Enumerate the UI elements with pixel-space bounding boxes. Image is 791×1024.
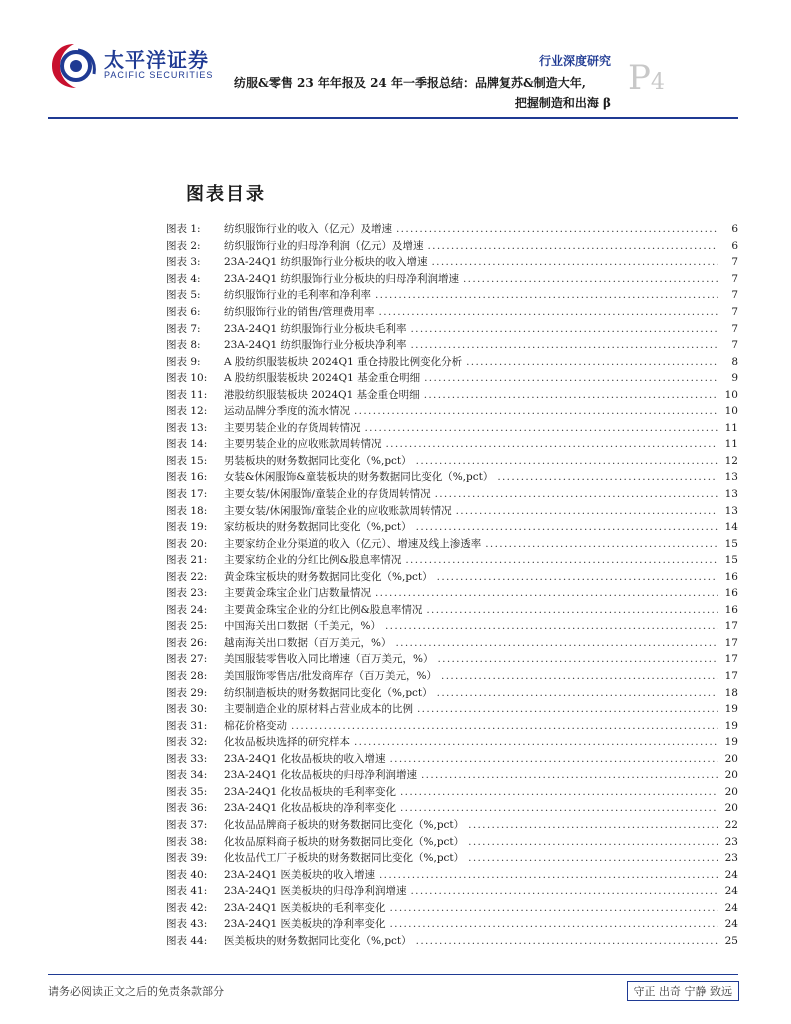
toc-entry-label: 图表 40: [166, 868, 208, 881]
toc-entry[interactable] [166, 502, 738, 519]
toc-entry[interactable] [166, 386, 738, 403]
toc-entry-label: 图表 7: [166, 322, 201, 335]
toc-entry-title: 纺织制造板块的财务数据同比变化（%,pct） [224, 686, 433, 699]
toc-entry-label: 图表 30: [166, 703, 208, 716]
toc-entry-page: 11 [724, 438, 738, 451]
toc-entry[interactable] [166, 651, 738, 668]
toc-leader-dots [396, 221, 718, 237]
toc-entry-title: 23A-24Q1 纺织服饰行业分板块的归母净利润增速 [224, 272, 459, 285]
toc-entry-label: 图表 18: [166, 504, 208, 517]
toc-entry-label: 图表 4: [166, 272, 201, 285]
toc-entry-title: 运动品牌分季度的流水情况 [224, 405, 350, 418]
toc-entry[interactable] [166, 701, 738, 718]
report-category: 行业深度研究 [538, 54, 611, 68]
toc-entry[interactable] [166, 933, 738, 950]
toc-entry-title: 家纺板块的财务数据同比变化（%,pct） [224, 521, 412, 534]
toc-entry-page: 7 [731, 306, 738, 318]
toc-entry-label: 图表 17: [166, 488, 208, 501]
toc-list [166, 221, 738, 949]
toc-entry-page: 23 [724, 852, 738, 865]
toc-entry-title: 中国海关出口数据（千美元，%） [224, 620, 381, 633]
toc-entry-page: 17 [724, 670, 738, 683]
toc-entry-title: 男装板块的财务数据同比变化（%,pct） [224, 454, 412, 467]
toc-entry-label: 图表 28: [166, 670, 208, 683]
toc-entry-title: 化妆品原料商子板块的财务数据同比变化（%,pct） [224, 835, 465, 848]
toc-entry-title: 23A-24Q1 化妆品板块的毛利率变化 [224, 785, 396, 798]
toc-leader-dots [386, 436, 719, 452]
toc-leader-dots [416, 453, 718, 469]
toc-entry-label: 图表 22: [166, 570, 208, 583]
toc-entry-title: 23A-24Q1 医美板块的收入增速 [224, 868, 375, 881]
toc-entry-title: 纺织服饰行业的归母净利润（亿元）及增速 [224, 239, 424, 252]
toc-leader-dots [389, 900, 718, 916]
toc-leader-dots [410, 883, 718, 899]
toc-entry-page: 22 [724, 818, 738, 831]
toc-entry-label: 图表 9: [166, 355, 201, 368]
toc-entry-title: 23A-24Q1 医美板块的毛利率变化 [224, 901, 386, 914]
toc-leader-dots [395, 635, 718, 651]
toc-entry-label: 图表 27: [166, 653, 208, 666]
toc-leader-dots [485, 536, 718, 552]
toc-entry-title: 黄金珠宝板块的财务数据同比变化（%,pct） [224, 570, 433, 583]
toc-entry[interactable] [166, 668, 738, 685]
toc-entry-label: 图表 15: [166, 454, 208, 467]
toc-entry-label: 图表 29: [166, 686, 208, 699]
toc-entry[interactable] [166, 568, 738, 585]
toc-leader-dots [416, 933, 718, 949]
toc-leader-dots [428, 238, 719, 254]
toc-entry-label: 图表 8: [166, 339, 201, 352]
toc-entry-label: 图表 3: [166, 256, 201, 269]
toc-entry[interactable] [166, 618, 738, 635]
report-title-line2: 把握制造和出海 β [514, 96, 611, 110]
toc-entry-page: 10 [724, 388, 738, 401]
toc-entry[interactable] [166, 420, 738, 437]
toc-leader-dots [379, 304, 718, 320]
toc-leader-dots [456, 503, 718, 519]
toc-entry-page: 7 [731, 289, 738, 302]
toc-entry-title: 主要男装企业的存货周转情况 [224, 421, 361, 434]
toc-entry-label: 图表 6: [166, 306, 201, 318]
toc-entry-page: 24 [724, 901, 738, 914]
toc-entry-page: 20 [724, 785, 738, 798]
toc-entry[interactable] [166, 817, 738, 834]
toc-entry[interactable] [166, 469, 738, 486]
toc-entry-label: 图表 14: [166, 438, 208, 451]
toc-entry[interactable] [166, 552, 738, 569]
toc-leader-dots [441, 668, 718, 684]
toc-entry-label: 图表 31: [166, 719, 208, 732]
toc-entry-title: 棉花价格变动 [224, 719, 287, 732]
toc-entry-page: 7 [731, 322, 738, 335]
toc-entry-page: 19 [724, 736, 738, 749]
toc-entry-page: 24 [724, 868, 738, 881]
toc-entry-page: 13 [724, 504, 738, 517]
toc-entry[interactable] [166, 370, 738, 387]
toc-entry-page: 17 [724, 653, 738, 666]
toc-entry[interactable] [166, 833, 738, 850]
toc-entry[interactable] [166, 734, 738, 751]
toc-leader-dots [437, 651, 718, 667]
toc-leader-dots [375, 287, 718, 303]
toc-entry-title: 美国服饰零售店/批发商库存（百万美元，%） [224, 670, 438, 683]
toc-entry-title: 纺织服饰行业的收入（亿元）及增速 [224, 223, 392, 236]
page-letter: P [628, 58, 651, 98]
toc-entry-title: 23A-24Q1 化妆品板块的净利率变化 [224, 802, 396, 815]
toc-entry-label: 图表 35: [166, 785, 208, 798]
toc-entry[interactable] [166, 221, 738, 238]
toc-entry-title: 23A-24Q1 纺织服饰行业分板块毛利率 [224, 322, 407, 335]
toc-leader-dots [468, 834, 718, 850]
toc-entry-title: 化妆品板块选择的研究样本 [224, 736, 350, 749]
toc-entry-label: 图表 36: [166, 802, 208, 815]
toc-entry-label: 图表 37: [166, 818, 208, 831]
report-title-line1: 纺服&零售 23 年年报及 24 年一季报总结：品牌复苏&制造大年, [234, 76, 586, 90]
toc-entry-label: 图表 38: [166, 835, 208, 848]
pacific-securities-logo-icon [48, 40, 100, 92]
toc-leader-dots [416, 519, 718, 535]
toc-entry-page: 16 [724, 603, 738, 616]
toc-entry-title: 23A-24Q1 化妆品板块的收入增速 [224, 752, 386, 765]
toc-leader-dots [466, 354, 718, 370]
toc-leader-dots [424, 387, 718, 403]
toc-leader-dots [365, 420, 719, 436]
toc-entry[interactable] [166, 899, 738, 916]
toc-entry-title: A 股纺织服装板块 2024Q1 重仓持股比例变化分析 [224, 355, 463, 368]
toc-leader-dots [468, 850, 718, 866]
toc-entry[interactable] [166, 403, 738, 420]
page-number: 4 [650, 70, 665, 95]
toc-entry-label: 图表 32: [166, 736, 208, 749]
logo-text-en: PACIFIC SECURITIES [104, 70, 214, 80]
toc-entry-label: 图表 23: [166, 587, 208, 600]
toc-entry-title: 纺织服饰行业的销售/管理费用率 [224, 306, 375, 318]
toc-entry[interactable] [166, 866, 738, 883]
toc-entry-page: 6 [731, 239, 738, 252]
toc-entry-label: 图表 33: [166, 752, 208, 765]
toc-leader-dots [463, 271, 718, 287]
toc-entry[interactable] [166, 635, 738, 652]
toc-entry-page: 20 [724, 769, 738, 782]
page-number-mark [628, 58, 665, 98]
toc-entry-title: 主要家纺企业的分红比例&股息率情况 [224, 554, 402, 567]
toc-entry-label: 图表 44: [166, 934, 208, 947]
toc-leader-dots [389, 916, 718, 932]
toc-entry-title: 主要女装/休闲服饰/童装企业的存货周转情况 [224, 488, 431, 501]
toc-entry-title: 医美板块的财务数据同比变化（%,pct） [224, 934, 412, 947]
toc-entry-page: 6 [731, 223, 738, 236]
toc-leader-dots [400, 800, 718, 816]
toc-entry[interactable] [166, 304, 738, 321]
toc-entry[interactable] [166, 337, 738, 354]
toc-entry-label: 图表 39: [166, 852, 208, 865]
toc-entry-page: 17 [724, 636, 738, 649]
toc-leader-dots [375, 585, 718, 601]
toc-entry-title: 化妆品品牌商子板块的财务数据同比变化（%,pct） [224, 818, 465, 831]
toc-entry-title: 主要黄金珠宝企业的分红比例&股息率情况 [224, 603, 423, 616]
toc-entry-title: 23A-24Q1 纺织服饰行业分板块净利率 [224, 339, 407, 352]
toc-entry-page: 9 [731, 372, 738, 385]
toc-entry-label: 图表 19: [166, 521, 208, 534]
footer-divider [48, 974, 738, 975]
toc-entry[interactable] [166, 883, 738, 900]
toc-entry-label: 图表 2: [166, 239, 201, 252]
toc-entry[interactable] [166, 717, 738, 734]
toc-leader-dots [379, 867, 718, 883]
footer-disclaimer: 请务必阅读正文之后的免责条款部分 [48, 985, 224, 998]
toc-entry-label: 图表 41: [166, 885, 208, 898]
toc-leader-dots [424, 370, 718, 386]
toc-entry-page: 12 [724, 454, 738, 467]
toc-entry-page: 13 [724, 471, 738, 484]
toc-entry-title: 港股纺织服装板块 2024Q1 基金重仓明细 [224, 388, 420, 401]
toc-entry-title: 主要女装/休闲服饰/童装企业的应收账款周转情况 [224, 504, 452, 517]
toc-entry-page: 15 [724, 554, 738, 567]
toc-entry-title: 化妆品代工厂子板块的财务数据同比变化（%,pct） [224, 852, 465, 865]
toc-entry[interactable] [166, 436, 738, 453]
toc-leader-dots [389, 751, 718, 767]
toc-entry-title: 女装&休闲服饰&童装板块的财务数据同比变化（%,pct） [224, 471, 494, 484]
toc-leader-dots [421, 767, 718, 783]
toc-entry[interactable] [166, 585, 738, 602]
toc-entry[interactable] [166, 353, 738, 370]
toc-entry-title: 主要家纺企业分渠道的收入（亿元）、增速及线上渗透率 [224, 537, 482, 550]
toc-entry-label: 图表 25: [166, 620, 208, 633]
toc-entry[interactable] [166, 519, 738, 536]
toc-entry-label: 图表 1: [166, 223, 201, 236]
toc-entry-label: 图表 26: [166, 636, 208, 649]
toc-entry-title: 美国服装零售收入同比增速（百万美元，%） [224, 653, 434, 666]
toc-entry-page: 20 [724, 802, 738, 815]
toc-entry-page: 10 [724, 405, 738, 418]
toc-leader-dots [354, 734, 718, 750]
toc-entry[interactable] [166, 535, 738, 552]
toc-leader-dots [437, 569, 718, 585]
toc-entry-page: 24 [724, 918, 738, 931]
company-logo [48, 40, 218, 92]
toc-entry-page: 15 [724, 537, 738, 550]
toc-entry-label: 图表 5: [166, 289, 201, 302]
toc-entry-label: 图表 24: [166, 603, 208, 616]
toc-entry-page: 19 [724, 703, 738, 716]
toc-title: 图表目录 [186, 184, 266, 205]
toc-entry-label: 图表 13: [166, 421, 208, 434]
toc-leader-dots [468, 817, 718, 833]
toc-entry[interactable] [166, 271, 738, 288]
toc-entry-page: 25 [724, 934, 738, 947]
toc-entry-label: 图表 20: [166, 537, 208, 550]
toc-leader-dots [410, 321, 718, 337]
toc-leader-dots [437, 685, 718, 701]
toc-entry-label: 图表 34: [166, 769, 208, 782]
toc-entry-page: 8 [731, 355, 738, 368]
toc-entry-title: 纺织服饰行业的毛利率和净利率 [224, 289, 371, 302]
toc-entry-label: 图表 10: [166, 372, 208, 385]
toc-entry-page: 7 [731, 256, 738, 269]
toc-entry[interactable] [166, 784, 738, 801]
toc-entry-label: 图表 43: [166, 918, 208, 931]
toc-entry[interactable] [166, 486, 738, 503]
toc-entry-page: 20 [724, 752, 738, 765]
toc-entry-page: 7 [731, 272, 738, 285]
toc-entry-label: 图表 11: [166, 388, 208, 401]
toc-entry-page: 14 [724, 521, 738, 534]
toc-entry[interactable] [166, 320, 738, 337]
toc-entry-page: 23 [724, 835, 738, 848]
toc-entry-title: 主要制造企业的原材料占营业成本的比例 [224, 703, 413, 716]
toc-entry-title: 越南海关出口数据（百万美元，%） [224, 636, 392, 649]
toc-entry-title: 23A-24Q1 化妆品板块的归母净利润增速 [224, 769, 417, 782]
toc-leader-dots [431, 254, 718, 270]
footer-motto: 守正 出奇 宁静 致远 [627, 981, 740, 1001]
toc-entry-title: 主要男装企业的应收账款周转情况 [224, 438, 382, 451]
toc-entry[interactable] [166, 767, 738, 784]
toc-entry-page: 16 [724, 587, 738, 600]
toc-leader-dots [291, 718, 718, 734]
toc-leader-dots [497, 469, 718, 485]
toc-entry[interactable] [166, 850, 738, 867]
toc-entry-title: 23A-24Q1 医美板块的归母净利润增速 [224, 885, 407, 898]
header-divider [48, 117, 738, 119]
toc-leader-dots [385, 618, 718, 634]
toc-entry-title: 23A-24Q1 医美板块的净利率变化 [224, 918, 386, 931]
toc-entry[interactable] [166, 751, 738, 768]
toc-leader-dots [405, 552, 718, 568]
toc-entry[interactable] [166, 254, 738, 271]
toc-leader-dots [354, 403, 718, 419]
toc-entry-page: 16 [724, 570, 738, 583]
toc-entry-page: 13 [724, 488, 738, 501]
toc-entry-label: 图表 16: [166, 471, 208, 484]
toc-entry-page: 18 [724, 686, 738, 699]
toc-entry-label: 图表 42: [166, 901, 208, 914]
toc-entry-page: 7 [731, 339, 738, 352]
toc-leader-dots [417, 701, 718, 717]
toc-entry[interactable] [166, 453, 738, 470]
toc-entry-label: 图表 12: [166, 405, 208, 418]
toc-entry-title: 主要黄金珠宝企业门店数量情况 [224, 587, 371, 600]
toc-leader-dots [400, 784, 718, 800]
toc-entry[interactable] [166, 238, 738, 255]
toc-entry-page: 11 [724, 421, 738, 434]
toc-entry-page: 24 [724, 885, 738, 898]
toc-leader-dots [410, 337, 718, 353]
toc-leader-dots [426, 602, 718, 618]
toc-entry-label: 图表 21: [166, 554, 208, 567]
toc-entry[interactable] [166, 684, 738, 701]
toc-entry[interactable] [166, 602, 738, 619]
toc-entry-page: 19 [724, 719, 738, 732]
toc-entry-title: 23A-24Q1 纺织服饰行业分板块的收入增速 [224, 256, 428, 269]
toc-leader-dots [435, 486, 718, 502]
toc-entry-page: 17 [724, 620, 738, 633]
toc-entry[interactable] [166, 287, 738, 304]
logo-text-cn: 太平洋证券 [104, 48, 209, 72]
toc-entry[interactable] [166, 800, 738, 817]
toc-entry[interactable] [166, 916, 738, 933]
toc-entry-title: A 股纺织服装板块 2024Q1 基金重仓明细 [224, 372, 421, 385]
